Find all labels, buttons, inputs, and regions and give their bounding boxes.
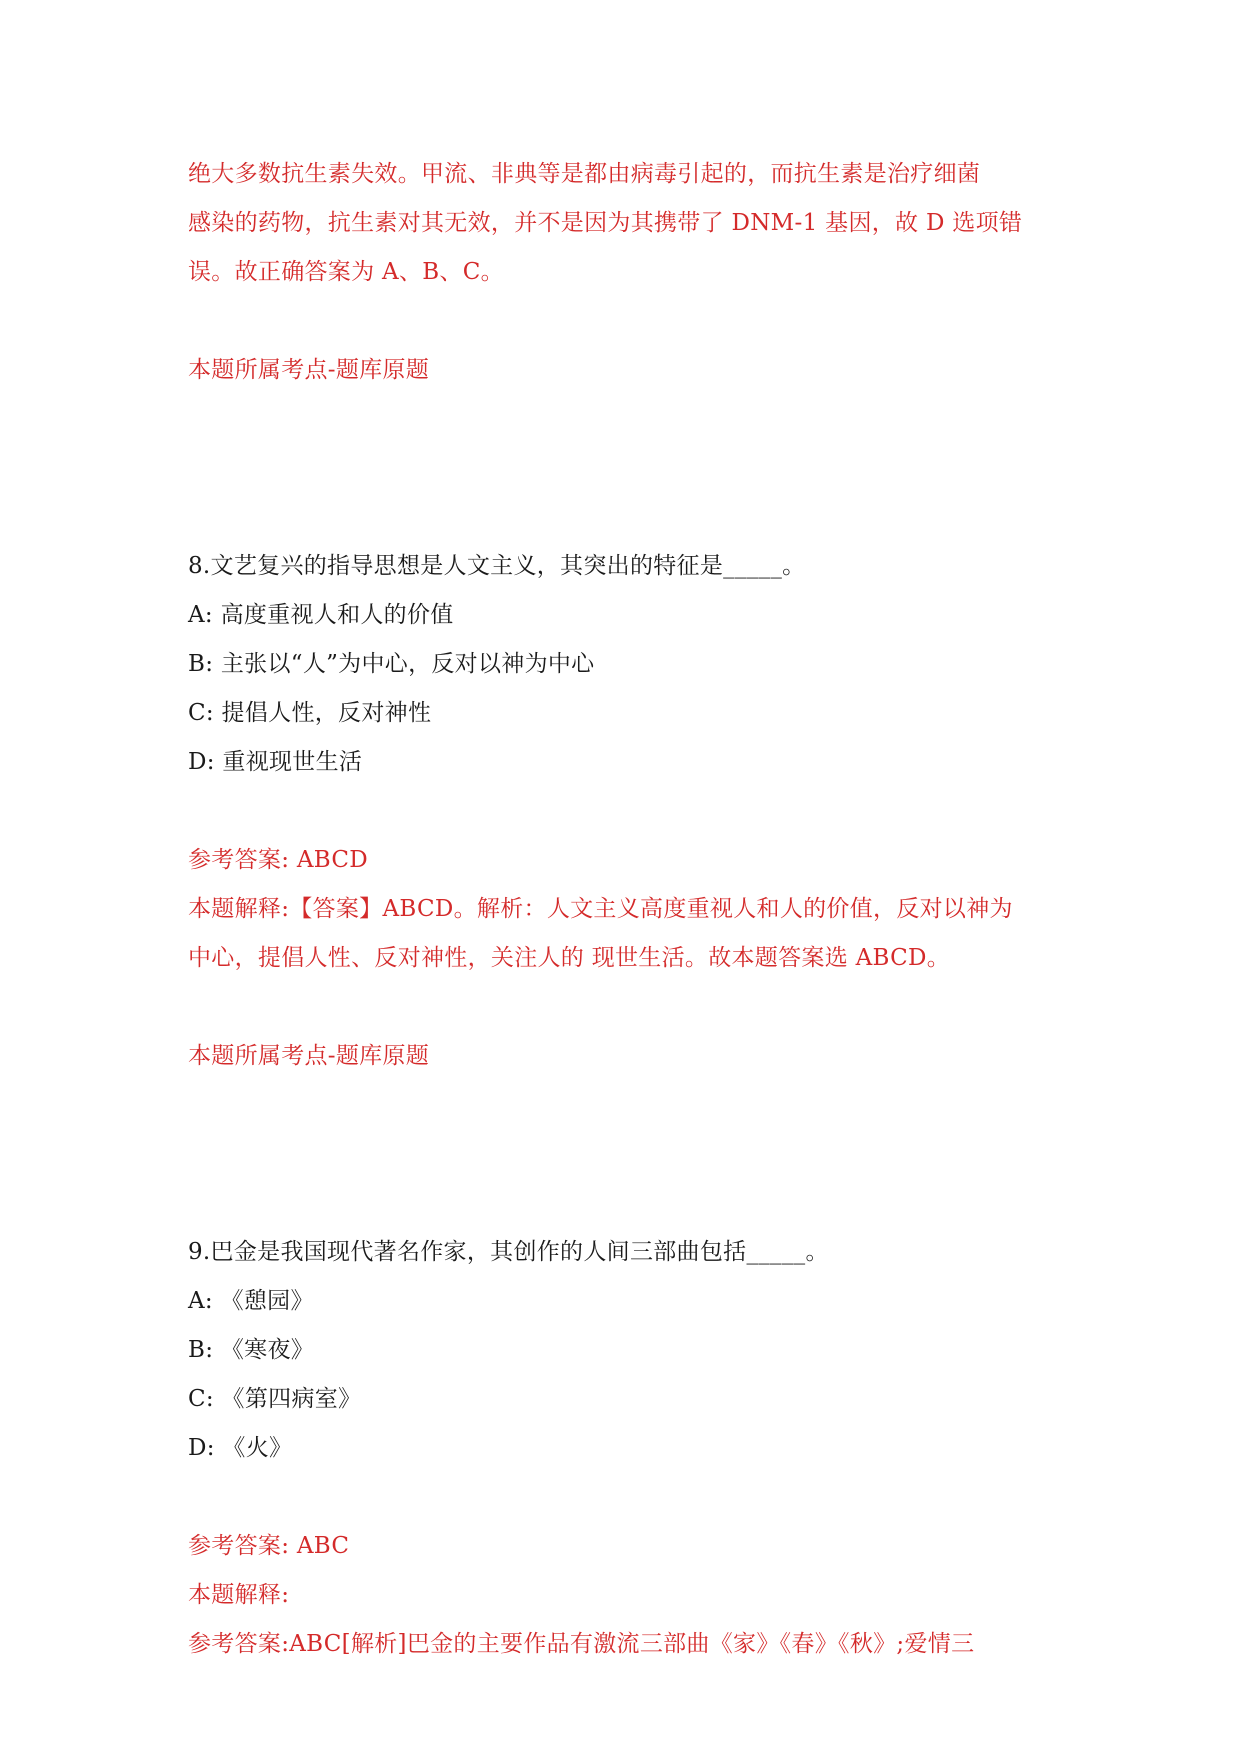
option-d: D: 《火》 xyxy=(188,1435,293,1461)
option-c: C: 提倡人性，反对神性 xyxy=(188,700,432,726)
previous-explanation xyxy=(188,150,1068,297)
document-page xyxy=(188,150,1068,1669)
option-a: A: 《憩园》 xyxy=(188,1288,314,1314)
option-b: B: 主张以“人”为中心，反对以神为中心 xyxy=(188,651,595,677)
option-c: C: 《第四病室》 xyxy=(188,1386,362,1412)
topic-label: 本题所属考点-题库原题 xyxy=(188,357,430,383)
option-b: B: 《寒夜》 xyxy=(188,1337,315,1363)
option-d: D: 重视现世生活 xyxy=(188,749,363,775)
explanation-line: 绝大多数抗生素失效。甲流、非典等是都由病毒引起的，而抗生素是治疗细菌 xyxy=(188,161,981,187)
question-stem: 9.巴金是我国现代著名作家，其创作的人间三部曲包括_____。 xyxy=(188,1239,829,1265)
question-stem: 8.文艺复兴的指导思想是人文主义，其突出的特征是_____。 xyxy=(188,553,806,579)
reference-answer: 参考答案: ABCD xyxy=(188,847,369,873)
reference-answer: 参考答案: ABC xyxy=(188,1533,350,1559)
explanation-line: 误。故正确答案为 A、B、C。 xyxy=(188,259,504,285)
topic-label: 本题所属考点-题库原题 xyxy=(188,1043,430,1069)
explanation-label: 本题解释: xyxy=(188,1582,290,1608)
explanation-line: 中心，提倡人性、反对神性，关注人的 现世生活。故本题答案选 ABCD。 xyxy=(188,945,951,971)
question-8 xyxy=(188,542,1068,1081)
explanation-line: 本题解释:【答案】ABCD。解析：人文主义高度重视人和人的价值，反对以神为 xyxy=(188,896,1013,922)
option-a: A: 高度重视人和人的价值 xyxy=(188,602,454,628)
explanation-line: 感染的药物，抗生素对其无效，并不是因为其携带了 DNM-1 基因，故 D 选项错 xyxy=(188,210,1023,236)
explanation-line: 参考答案:ABC[解析]巴金的主要作品有激流三部曲《家》《春》《秋》;爱情三 xyxy=(188,1631,975,1657)
question-9 xyxy=(188,1228,1068,1669)
